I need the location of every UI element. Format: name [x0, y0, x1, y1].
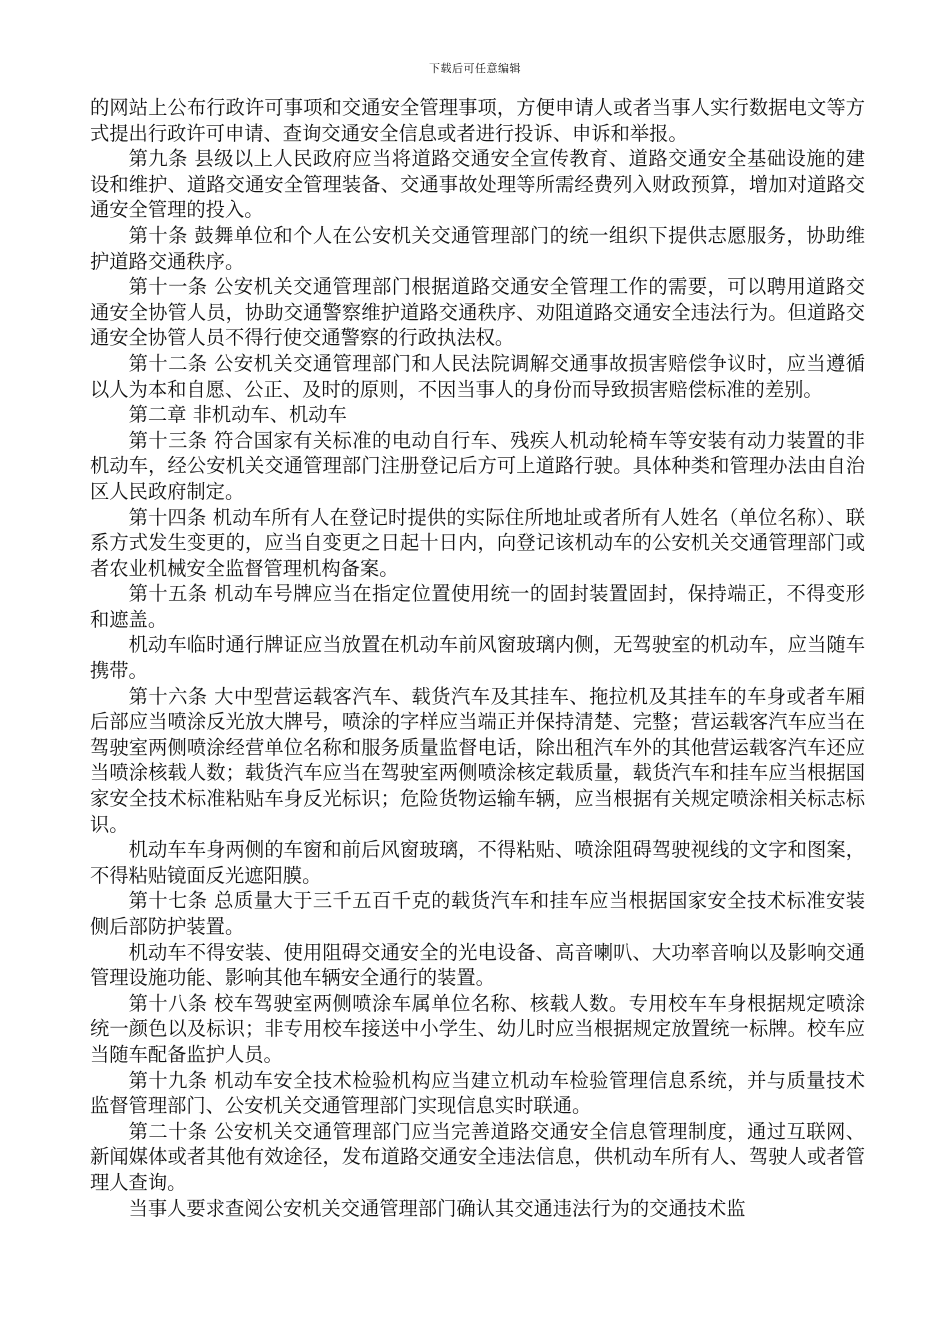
- paragraph: 第十六条 大中型营运载客汽车、载货汽车及其挂车、拖拉机及其挂车的车身或者车厢后部应当喷涂反光放大牌号，喷涂的字样应当端正并保持清楚、完整；营运载客汽车应当在驾驶室两侧喷涂经营单位名称和服务质量监督电话，除出租汽车外的其他营运载客汽车还应当喷涂核载人数；载货汽车应当在驾驶室两侧喷涂核定载质量，载货汽车和挂车应当根据国家安全技术标准粘贴车身反光标识；危险货物运输车辆，应当根据有关规定喷涂相关标志标识。: [90, 684, 865, 836]
- paragraph: 机动车不得安装、使用阻碍交通安全的光电设备、高音喇叭、大功率音响以及影响交通管理设施功能、影响其他车辆安全通行的装置。: [90, 940, 865, 990]
- paragraph: 第十四条 机动车所有人在登记时提供的实际住所地址或者所有人姓名（单位名称）、联系方式发生变更的，应当自变更之日起十日内，向登记该机动车的公安机关交通管理部门或者农业机械安全监督管理机构备案。: [90, 505, 865, 580]
- paragraph: 第十二条 公安机关交通管理部门和人民法院调解交通事故损害赔偿争议时，应当遵循以人为本和自愿、公正、及时的原则，不因当事人的身份而导致损害赔偿标准的差别。: [90, 351, 865, 401]
- paragraph: 第二章 非机动车、机动车: [128, 403, 347, 427]
- paragraph: 第十五条 机动车号牌应当在指定位置使用统一的固封装置固封，保持端正，不得变形和遮盖。: [90, 582, 865, 631]
- paragraph: 机动车车身两侧的车窗和前后风窗玻璃，不得粘贴、喷涂阻碍驾驶视线的文字和图案，不得粘贴镜面反光遮阳膜。: [90, 838, 865, 887]
- paragraph: 第九条 县级以上人民政府应当将道路交通安全宣传教育、道路交通安全基础设施的建设和维护、道路交通安全管理装备、交通事故处理等所需经费列入财政预算，增加对道路交通安全管理的投入。: [90, 147, 865, 222]
- paragraph: 当事人要求查阅公安机关交通管理部门确认其交通违法行为的交通技术监: [128, 1196, 746, 1220]
- paragraph: 第十七条 总质量大于三千五百千克的载货汽车和挂车应当根据国家安全技术标准安装侧后部防护装置。: [90, 889, 865, 938]
- paragraph: 第二十条 公安机关交通管理部门应当完善道路交通安全信息管理制度，通过互联网、新闻媒体或者其他有效途径，发布道路交通安全违法信息，供机动车所有人、驾驶人或者管理人查询。: [90, 1119, 865, 1194]
- paragraph: 第十条 鼓舞单位和个人在公安机关交通管理部门的统一组织下提供志愿服务，协助维护道路交通秩序。: [90, 223, 865, 273]
- paragraph: 机动车临时通行牌证应当放置在机动车前风窗玻璃内侧，无驾驶室的机动车，应当随车携带。: [90, 633, 865, 683]
- page-header: 下载后可任意编辑: [429, 62, 521, 75]
- paragraph: 第十三条 符合国家有关标准的电动自行车、残疾人机动轮椅车等安装有动力装置的非机动车，经公安机关交通管理部门注册登记后方可上道路行驶。具体种类和管理办法由自治区人民政府制定。: [90, 428, 865, 503]
- paragraph: 第十一条 公安机关交通管理部门根据道路交通安全管理工作的需要，可以聘用道路交通安全协管人员，协助交通警察维护道路交通秩序、劝阻道路交通安全违法行为。但道路交通安全协管人员不得行使交通警察的行政执法权。: [90, 275, 865, 350]
- paragraph: 第十九条 机动车安全技术检验机构应当建立机动车检验管理信息系统，并与质量技术监督管理部门、公安机关交通管理部门实现信息实时联通。: [90, 1068, 865, 1118]
- document-body: [90, 95, 865, 1221]
- paragraph: 的网站上公布行政许可事项和交通安全管理事项，方便申请人或者当事人实行数据电文等方式提出行政许可申请、查询交通安全信息或者进行投诉、申诉和举报。: [90, 96, 865, 145]
- paragraph: 第十八条 校车驾驶室两侧喷涂车属单位名称、核载人数。专用校车车身根据规定喷涂统一颜色以及标识；非专用校车接送中小学生、幼儿时应当根据规定放置统一标牌。校车应当随车配备监护人员。: [90, 991, 865, 1066]
